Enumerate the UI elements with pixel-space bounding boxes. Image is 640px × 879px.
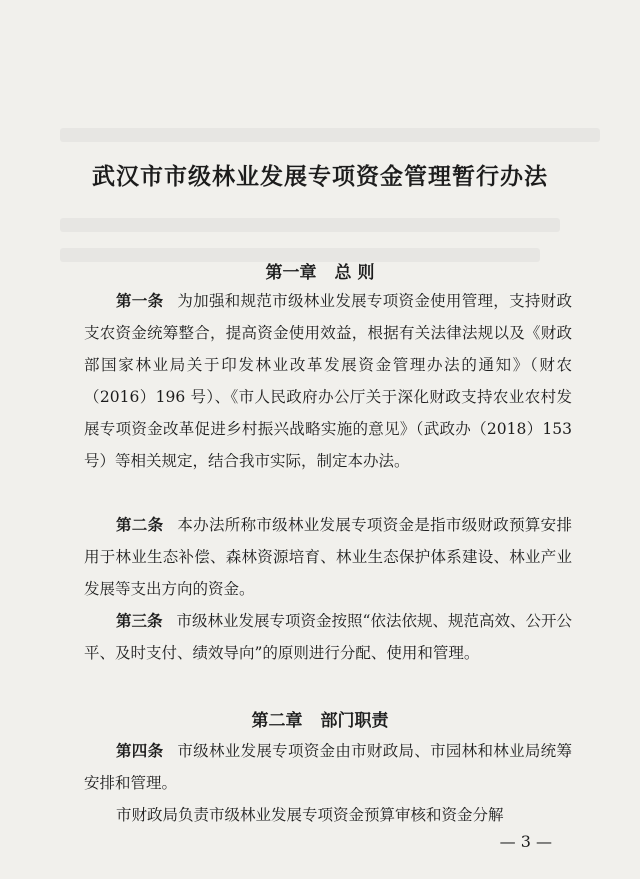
chapter-number: 第一章 <box>265 263 317 283</box>
paragraph-text: 市财政局负责市级林业发展专项资金预算审核和资金分解 <box>116 806 504 824</box>
article-one <box>84 285 572 477</box>
article-three <box>84 605 572 669</box>
paragraph-continued <box>84 799 572 831</box>
page-number: — 3 — <box>499 832 552 851</box>
article-label: 第三条 <box>116 612 163 630</box>
chapter-two-heading <box>0 706 640 731</box>
bleed-through-text <box>60 128 600 142</box>
article-two <box>84 509 572 605</box>
chapter-name: 总 则 <box>334 263 375 283</box>
article-text: 本办法所称市级林业发展专项资金是指市级财政预算安排用于林业生态补偿、森林资源培育、林业生态保护体系建设、林业产业发展等支出方向的资金。 <box>84 516 572 598</box>
article-text: 为加强和规范市级林业发展专项资金使用管理，支持财政支农资金统筹整合，提高资金使用效益，根据有关法律法规以及《财政部国家林业局关于印发林业改革发展资金管理办法的通知》（财农（2016）196 号）、《市人民政府办公厅关于深化财政支持农业农村发展专项资金改革促进乡村振兴战略实施的意见》（武政办（2018）153号）等相关规定，结合我市实际，制定本办法。 <box>84 292 572 470</box>
chapter-one-heading <box>0 258 640 283</box>
chapter-name: 部门职责 <box>320 711 389 731</box>
article-text: 市级林业发展专项资金按照“依法依规、规范高效、公开公平、及时支付、绩效导向”的原则进行分配、使用和管理。 <box>84 612 572 662</box>
article-label: 第二条 <box>116 516 164 534</box>
bleed-through-text <box>60 218 560 232</box>
article-label: 第四条 <box>116 742 164 760</box>
document-title: 武汉市市级林业发展专项资金管理暂行办法 <box>92 164 548 190</box>
article-text: 市级林业发展专项资金由市财政局、市园林和林业局统筹安排和管理。 <box>84 742 572 792</box>
article-label: 第一条 <box>116 292 164 310</box>
chapter-number: 第二章 <box>251 711 303 731</box>
article-four <box>84 735 572 799</box>
